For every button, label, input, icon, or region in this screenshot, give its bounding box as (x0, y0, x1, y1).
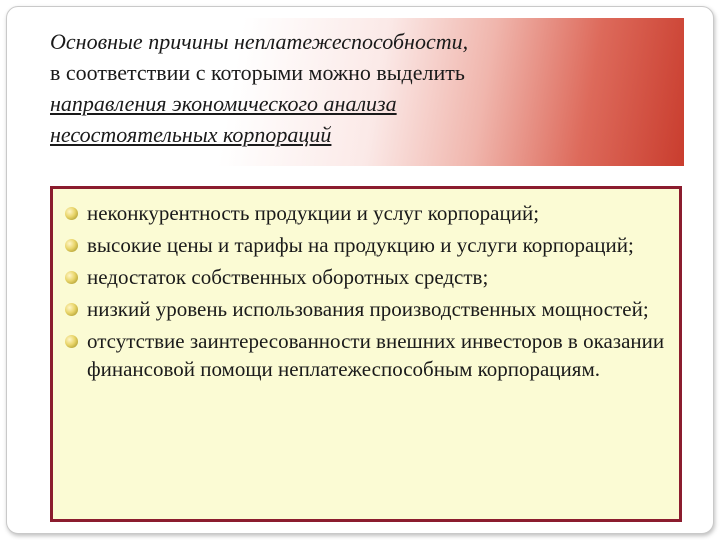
circle-bullet-icon (65, 271, 78, 284)
circle-bullet-icon (65, 335, 78, 348)
list-item (61, 199, 669, 227)
title-line: несостоятельных корпораций (50, 122, 332, 147)
bullet-list (53, 189, 679, 383)
circle-bullet-icon (65, 239, 78, 252)
list-item (61, 295, 669, 323)
list-item-text: неконкурентность продукции и услуг корпораций; (87, 201, 540, 225)
title-line: Основные причины неплатежеспособности, (50, 29, 469, 54)
title-line: в соответствии с которыми можно выделить (50, 60, 465, 85)
title-line: направления экономического анализа (50, 91, 397, 116)
list-item (61, 327, 669, 383)
list-item-text: низкий уровень использования производственных мощностей; (87, 297, 649, 321)
slide-title (50, 26, 680, 150)
list-item-text: высокие цены и тарифы на продукцию и услуги корпораций; (87, 233, 634, 257)
list-item (61, 263, 669, 291)
list-item-text: недостаток собственных оборотных средств; (87, 265, 489, 289)
circle-bullet-icon (65, 303, 78, 316)
content-box (50, 186, 682, 522)
list-item (61, 231, 669, 259)
list-item-text: отсутствие заинтересованности внешних инвесторов в оказании финансовой помощи неплатежеспособным корпорациям. (87, 329, 665, 381)
circle-bullet-icon (65, 207, 78, 220)
